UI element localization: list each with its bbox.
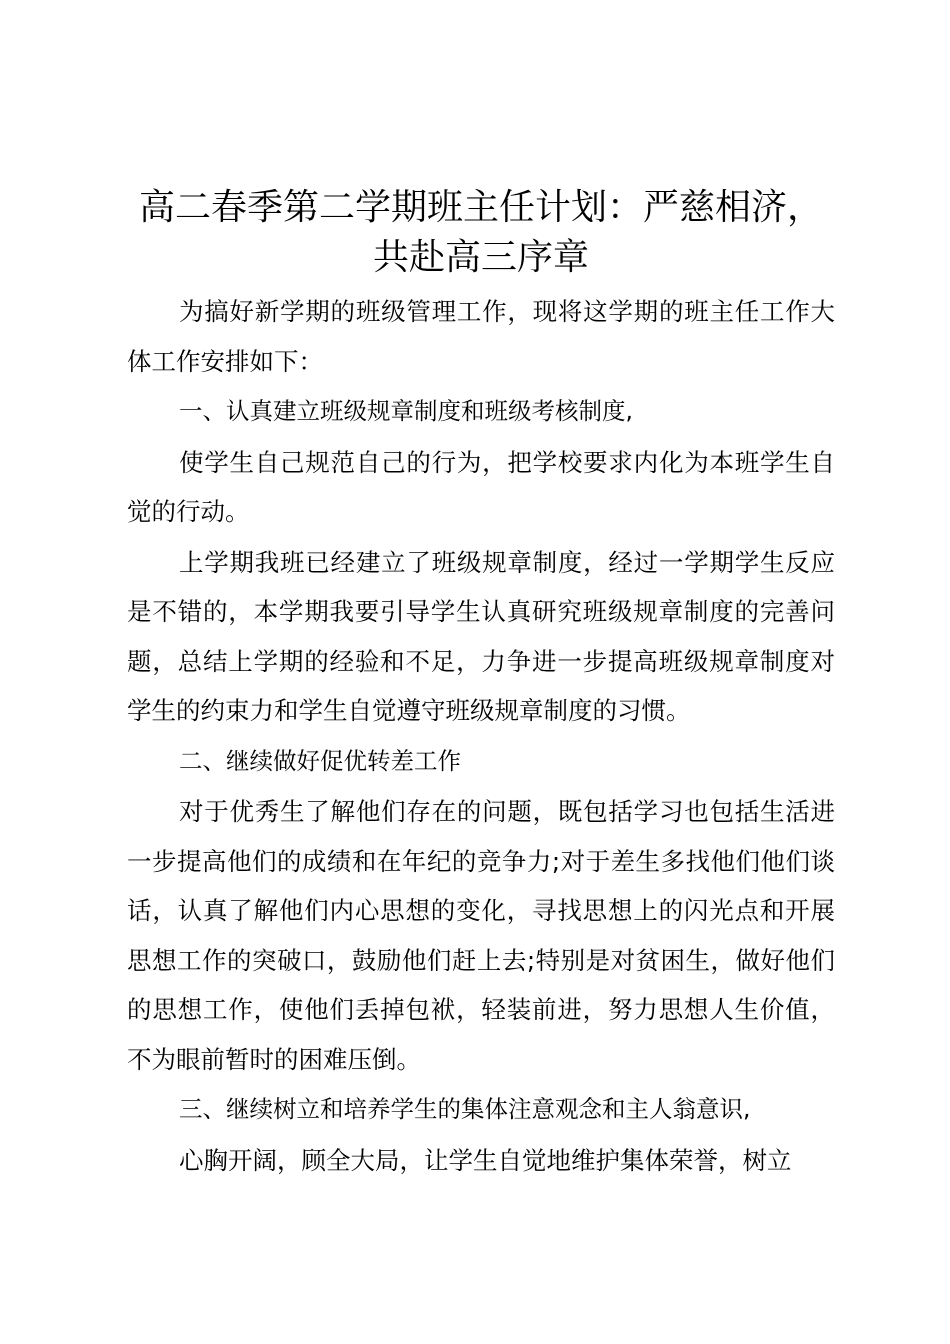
document-title: 高二春季第二学期班主任计划：严慈相济，共赴高三序章 <box>138 187 823 278</box>
document-body <box>127 287 835 1185</box>
paragraph-section-1-b: 上学期我班已经建立了班级规章制度，经过一学期学生反应是不错的，本学期我要引导学生认真研究班级规章制度的完善问题，总结上学期的经验和不足，力争进一步提高班级规章制度对学生的约束力和学生自觉遵守班级规章制度的习惯。 <box>127 547 835 725</box>
section-heading-1: 一、认真建立班级规章制度和班级考核制度, <box>179 397 633 425</box>
paragraph-section-1-a: 使学生自己规范自己的行为，把学校要求内化为本班学生自觉的行动。 <box>127 447 835 526</box>
paragraph-intro: 为搞好新学期的班级管理工作，现将这学期的班主任工作大体工作安排如下： <box>127 297 835 376</box>
paragraph-section-2: 对于优秀生了解他们存在的问题，既包括学习也包括生活进一步提高他们的成绩和在年纪的竞争力;对于差生多找他们他们谈话，认真了解他们内心思想的变化，寻找思想上的闪光点和开展思想工作的突破口，鼓励他们赶上去;特别是对贫困生，做好他们的思想工作，使他们丢掉包袱，轻装前进，努力思想人生价值，不为眼前暂时的困难压倒。 <box>127 797 835 1074</box>
paragraph-section-3: 心胸开阔，顾全大局，让学生自觉地维护集体荣誉，树立 <box>179 1145 792 1175</box>
section-heading-2: 二、继续做好促优转差工作 <box>179 746 461 775</box>
document-page <box>127 183 835 1186</box>
section-heading-3: 三、继续树立和培养学生的集体注意观念和主人翁意识, <box>179 1095 751 1123</box>
